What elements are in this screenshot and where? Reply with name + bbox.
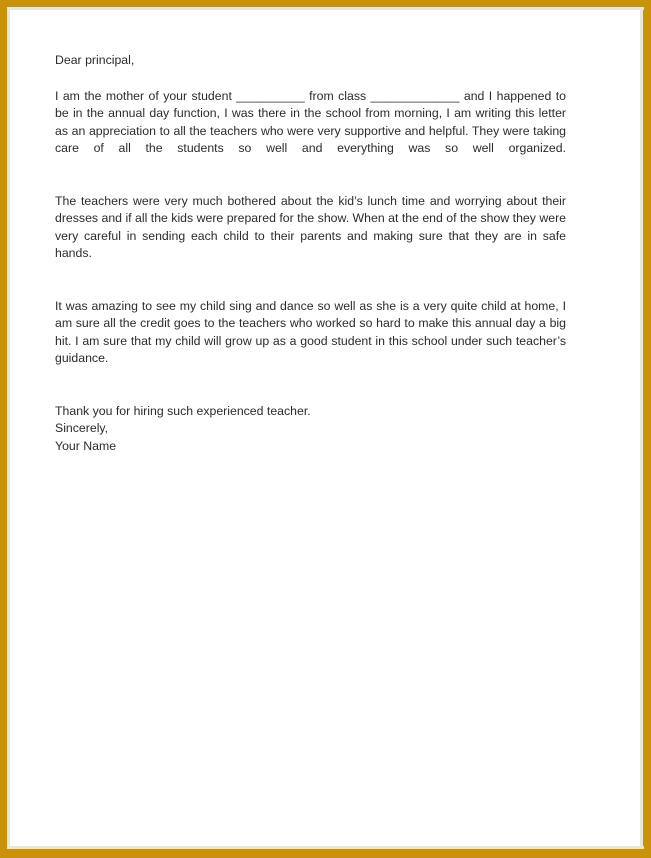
paragraph-spacer	[55, 279, 566, 298]
inner-hairline-top	[7, 7, 644, 10]
closing-block	[55, 403, 566, 455]
inner-hairline-right	[640, 7, 643, 849]
paragraph-spacer	[55, 174, 566, 193]
border-top	[0, 0, 651, 7]
paragraph-spacer	[55, 69, 566, 88]
signature-name: Your Name	[55, 438, 117, 453]
paragraph-3: It was amazing to see my child sing and dance so well as she is a very quite child at home, I am sure all the credit goes to the teachers who worked so hard to make this annual day a big hit. I am sure that my child will grow up as a good student in this school under such teacher’s guidance.	[55, 299, 566, 365]
paragraph-2: The teachers were very much bothered about the kid’s lunch time and worrying about their dresses and if all the kids were prepared for the show. When at the end of the show they were very careful in sending each child to their parents and making sure that they are in safe hands.	[55, 194, 566, 260]
border-right	[643, 0, 651, 858]
paragraph-spacer	[55, 384, 566, 403]
salutation: Dear principal,	[55, 53, 135, 67]
inner-hairline-left	[7, 7, 10, 849]
border-bottom	[0, 849, 651, 858]
border-left	[0, 0, 7, 858]
inner-hairline-bottom	[7, 846, 644, 849]
letter-body	[55, 52, 566, 455]
thanks-line: Thank you for hiring such experienced teacher.	[55, 404, 311, 419]
sign-off: Sincerely,	[55, 421, 109, 436]
paragraph-1: I am the mother of your student __________ from class _____________ and I happened to be in the annual day function, I was there in the school from morning, I am writing this letter as an appreciation to all the teachers who were very supportive and helpful. They were taking care of all the students so well and everything was so well organized.	[55, 89, 566, 155]
